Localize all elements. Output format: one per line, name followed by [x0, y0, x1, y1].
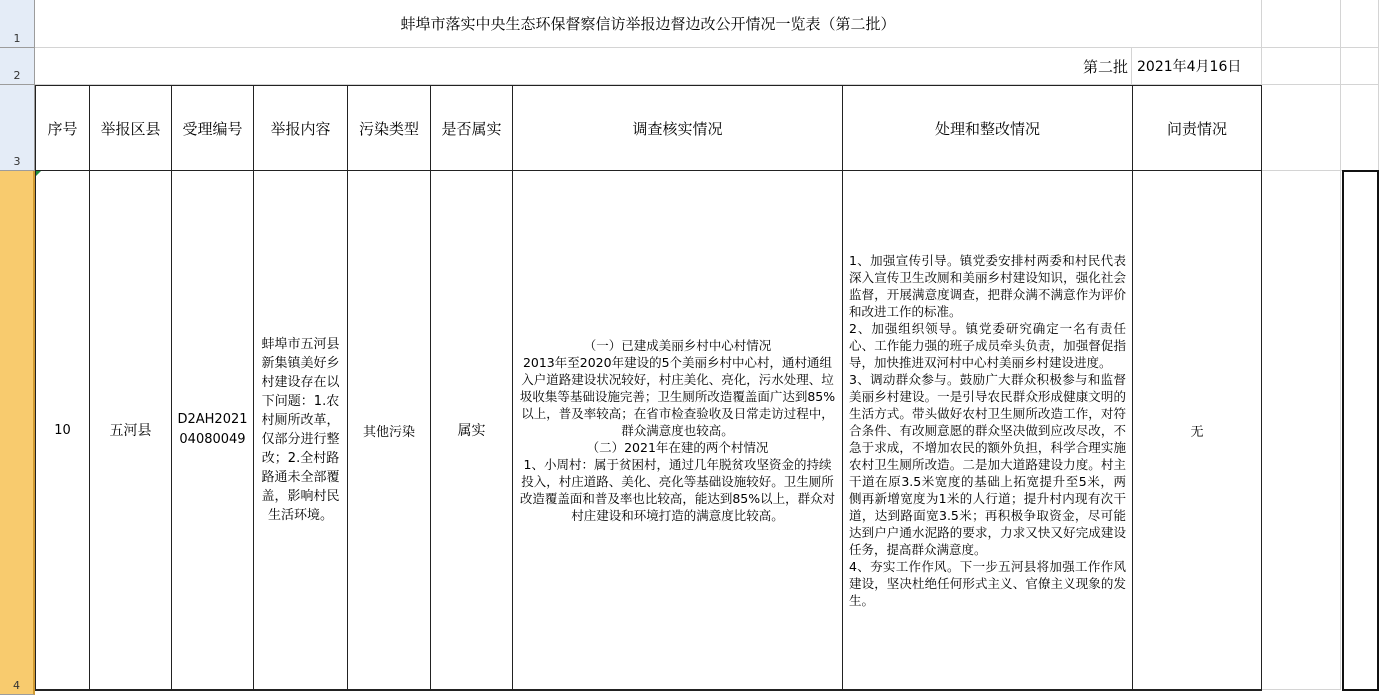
cell-district[interactable]: 五河县 — [90, 171, 172, 690]
cell-case-no[interactable]: D2AH202104080049 — [172, 171, 254, 690]
next-row-edge — [35, 690, 1262, 696]
col-header-content[interactable]: 举报内容 — [254, 85, 348, 171]
col-header-verified[interactable]: 是否属实 — [431, 85, 513, 171]
col-header-seq[interactable]: 序号 — [35, 85, 90, 171]
col-header-district[interactable]: 举报区县 — [90, 85, 172, 171]
cell-verified[interactable]: 属实 — [431, 171, 513, 690]
date-cell[interactable]: 2021年4月16日 — [1132, 48, 1262, 85]
cell-content[interactable]: 蚌埠市五河县新集镇美好乡村建设存在以下问题：1.农村厕所改革，仅部分进行整改；2.全村路路通未全部覆盖，影响村民生活环境。 — [254, 171, 348, 690]
col-header-investigation[interactable]: 调查核实情况 — [513, 85, 843, 171]
batch-label[interactable]: 第二批 — [35, 48, 1132, 85]
col-header-rectification[interactable]: 处理和整改情况 — [843, 85, 1133, 171]
col-header-pollution[interactable]: 污染类型 — [348, 85, 431, 171]
row-header-4[interactable]: 4 — [0, 171, 35, 695]
cell-pollution[interactable]: 其他污染 — [348, 171, 431, 690]
empty-cell[interactable] — [1262, 0, 1341, 48]
selected-cell[interactable] — [1342, 170, 1379, 691]
cell-accountability[interactable]: 无 — [1133, 171, 1262, 690]
cell-rectification[interactable]: 1、加强宣传引导。镇党委安排村两委和村民代表深入宣传卫生改厕和美丽乡村建设知识，强化社会监督，开展满意度调查，把群众满不满意作为评价和改进工作的标准。 2、加强组织领导。镇党委研究确定一名有责任心、工作能力强的班子成员牵头负责，加强督促指导，加快推进双河村中心村美丽乡村建设进度。 3、调动群众参与。鼓励广大群众积极参与和监督美丽乡村建设。一是引导农民群众形成健康文明的生活方式。带头做好农村卫生厕所改造工作，对符合条件、有改厕意愿的群众坚决做到应改尽改，不急于求成，不增加农民的额外负担，科学合理实施农村卫生厕所改造。二是加大道路建设力度。村主干道在原3.5米宽度的基础上拓宽提升至5米，两侧再新增宽度为1米的人行道；提升村内现有次干道，达到路面宽3.5米；再积极争取资金，尽可能达到户户通水泥路的要求，力求又快又好完成建设任务，提高群众满意度。 4、夯实工作作风。下一步五河县将加强工作作风建设，坚决杜绝任何形式主义、官僚主义现象的发生。 — [843, 171, 1133, 690]
row-header-2[interactable]: 2 — [0, 48, 35, 85]
cell-seq[interactable]: 10 — [35, 171, 90, 690]
cell-investigation[interactable]: （一）已建成美丽乡村中心村情况 2013年至2020年建设的5个美丽乡村中心村，通村通组入户道路建设状况较好，村庄美化、亮化，污水处理、垃圾收集等基础设施完善；卫生厕所改造覆盖面广达到85%以上，普及率较高；在省市检查验收及日常走访过程中，群众满意度也较高。 （二）2021年在建的两个村情况 1、小周村：属于贫困村，通过几年脱贫攻坚资金的持续投入，村庄道路、美化、亮化等基础设施较好。卫生厕所改造覆盖面和普及率也比较高，能达到85%以上，群众对村庄建设和环境打造的满意度比较高。 — [513, 171, 843, 690]
empty-cell[interactable] — [1341, 85, 1379, 171]
empty-cell[interactable] — [1341, 0, 1379, 48]
sheet-title[interactable]: 蚌埠市落实中央生态环保督察信访举报边督边改公开情况一览表（第二批） — [35, 0, 1262, 48]
empty-cell[interactable] — [1262, 85, 1341, 171]
col-header-case-no[interactable]: 受理编号 — [172, 85, 254, 171]
empty-cell[interactable] — [1262, 48, 1341, 85]
empty-cell[interactable] — [1341, 48, 1379, 85]
col-header-accountability[interactable]: 问责情况 — [1133, 85, 1262, 171]
row-header-1[interactable]: 1 — [0, 0, 35, 48]
empty-cell[interactable] — [1262, 171, 1341, 690]
row-header-3[interactable]: 3 — [0, 85, 35, 171]
